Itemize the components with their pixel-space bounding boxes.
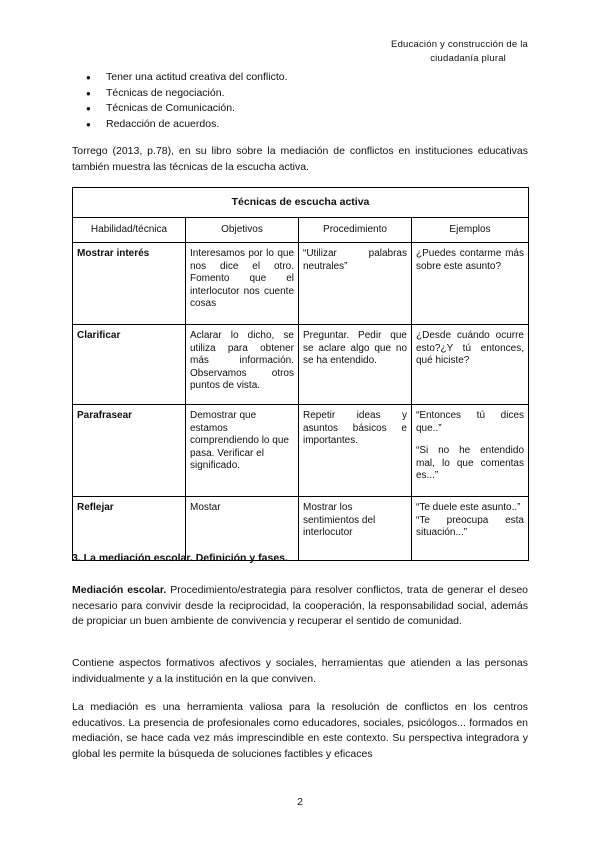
procedure-cell: Repetir ideas y asuntos básicos e importantes.	[299, 405, 412, 497]
column-header: Objetivos	[186, 217, 299, 243]
objective-cell: Mostar	[186, 497, 299, 561]
table-row	[73, 325, 529, 405]
bullet-item: ● Técnicas de negociación.	[72, 86, 288, 102]
column-header: Procedimiento	[299, 217, 412, 243]
example-text: ¿Puedes contarme más sobre este asunto?	[416, 248, 524, 272]
mediation-paragraph	[72, 583, 528, 630]
examples-cell	[412, 325, 529, 405]
bullet-item: ● Tener una actitud creativa del conflicto.	[72, 70, 288, 86]
paragraph-2: Contiene aspectos formativos afectivos y sociales, herramientas que atienden a las personas individualmente y a la institución en la que conviven.	[72, 657, 528, 685]
section-title: 3. La mediación escolar. Definición y fases.	[72, 552, 288, 564]
mediation-term: Mediación escolar.	[72, 584, 167, 596]
skill-cell: Parafrasear	[73, 405, 186, 497]
skill-cell: Mostrar interés	[73, 243, 186, 325]
table-row	[73, 243, 529, 325]
bullet-item: ● Técnicas de Comunicación.	[72, 101, 288, 117]
table-row	[73, 497, 529, 561]
mediation-definition: Procedimiento/estrategia para resolver conflictos, trata de generar el deseo necesario para convivir desde la reciprocidad, la cooperación, la responsabilidad social, además de propiciar un buen ambiente de convivencia y recuperar el sentido de comunidad.	[72, 584, 529, 627]
listening-techniques-table	[72, 187, 529, 561]
table-title: Técnicas de escucha activa	[73, 188, 529, 218]
column-header: Ejemplos	[412, 217, 529, 243]
example-text: “Entonces tú dices que..”	[416, 410, 524, 434]
paragraph-3: La mediación es una herramienta valiosa para la resolución de conflictos en los centros educativos. La presencia de profesionales como educadores, sociales, psicólogos... formados en mediación, se hace cada vez más imprescindible en este contexto. Su perspectiva integradora y global les permite la búsqueda de soluciones factibles y eficaces	[72, 701, 528, 760]
skill-cell: Clarificar	[73, 325, 186, 405]
intro-paragraph: Torrego (2013, p.78), en su libro sobre la mediación de conflictos en instituciones educativas también muestra las técnicas de la escucha activa.	[72, 145, 528, 173]
header-line-2: ciudadanía plural	[430, 53, 506, 64]
example-text: “Te preocupa esta situación...”	[416, 514, 524, 538]
column-header: Habilidad/técnica	[73, 217, 186, 243]
procedure-cell: “Utilizar palabras neutrales”	[299, 243, 412, 325]
page-number: 2	[297, 796, 303, 808]
bullet-list	[72, 70, 288, 132]
objective-cell: Interesamos por lo que nos dice el otro. Fomento que el interlocutor nos cuente cosas	[186, 243, 299, 325]
objective-cell: Aclarar lo dicho, se utiliza para obtener más información. Observamos otros puntos de vista.	[186, 325, 299, 405]
bullet-item: ● Redacción de acuerdos.	[72, 117, 288, 133]
examples-cell	[412, 243, 529, 325]
procedure-cell: Preguntar. Pedir que se aclare algo que no se ha entendido.	[299, 325, 412, 405]
example-text: “Te duele este asunto..”	[416, 502, 521, 513]
example-text: ¿Desde cuándo ocurre esto?¿Y tú entonces, qué hiciste?	[416, 330, 524, 366]
header-line-1: Educación y construcción de la	[391, 39, 528, 50]
objective-cell: Demostrar que estamos comprendiendo lo que pasa. Verificar el significado.	[186, 405, 299, 497]
example-text: “Si no he entendido mal, lo que comentas es...”	[416, 445, 524, 481]
running-header	[328, 38, 528, 66]
examples-cell	[412, 497, 529, 561]
table-header-row	[73, 217, 529, 243]
skill-cell: Reflejar	[73, 497, 186, 561]
examples-cell	[412, 405, 529, 497]
table-row	[73, 405, 529, 497]
procedure-cell: Mostrar los sentimientos del interlocutor	[299, 497, 412, 561]
